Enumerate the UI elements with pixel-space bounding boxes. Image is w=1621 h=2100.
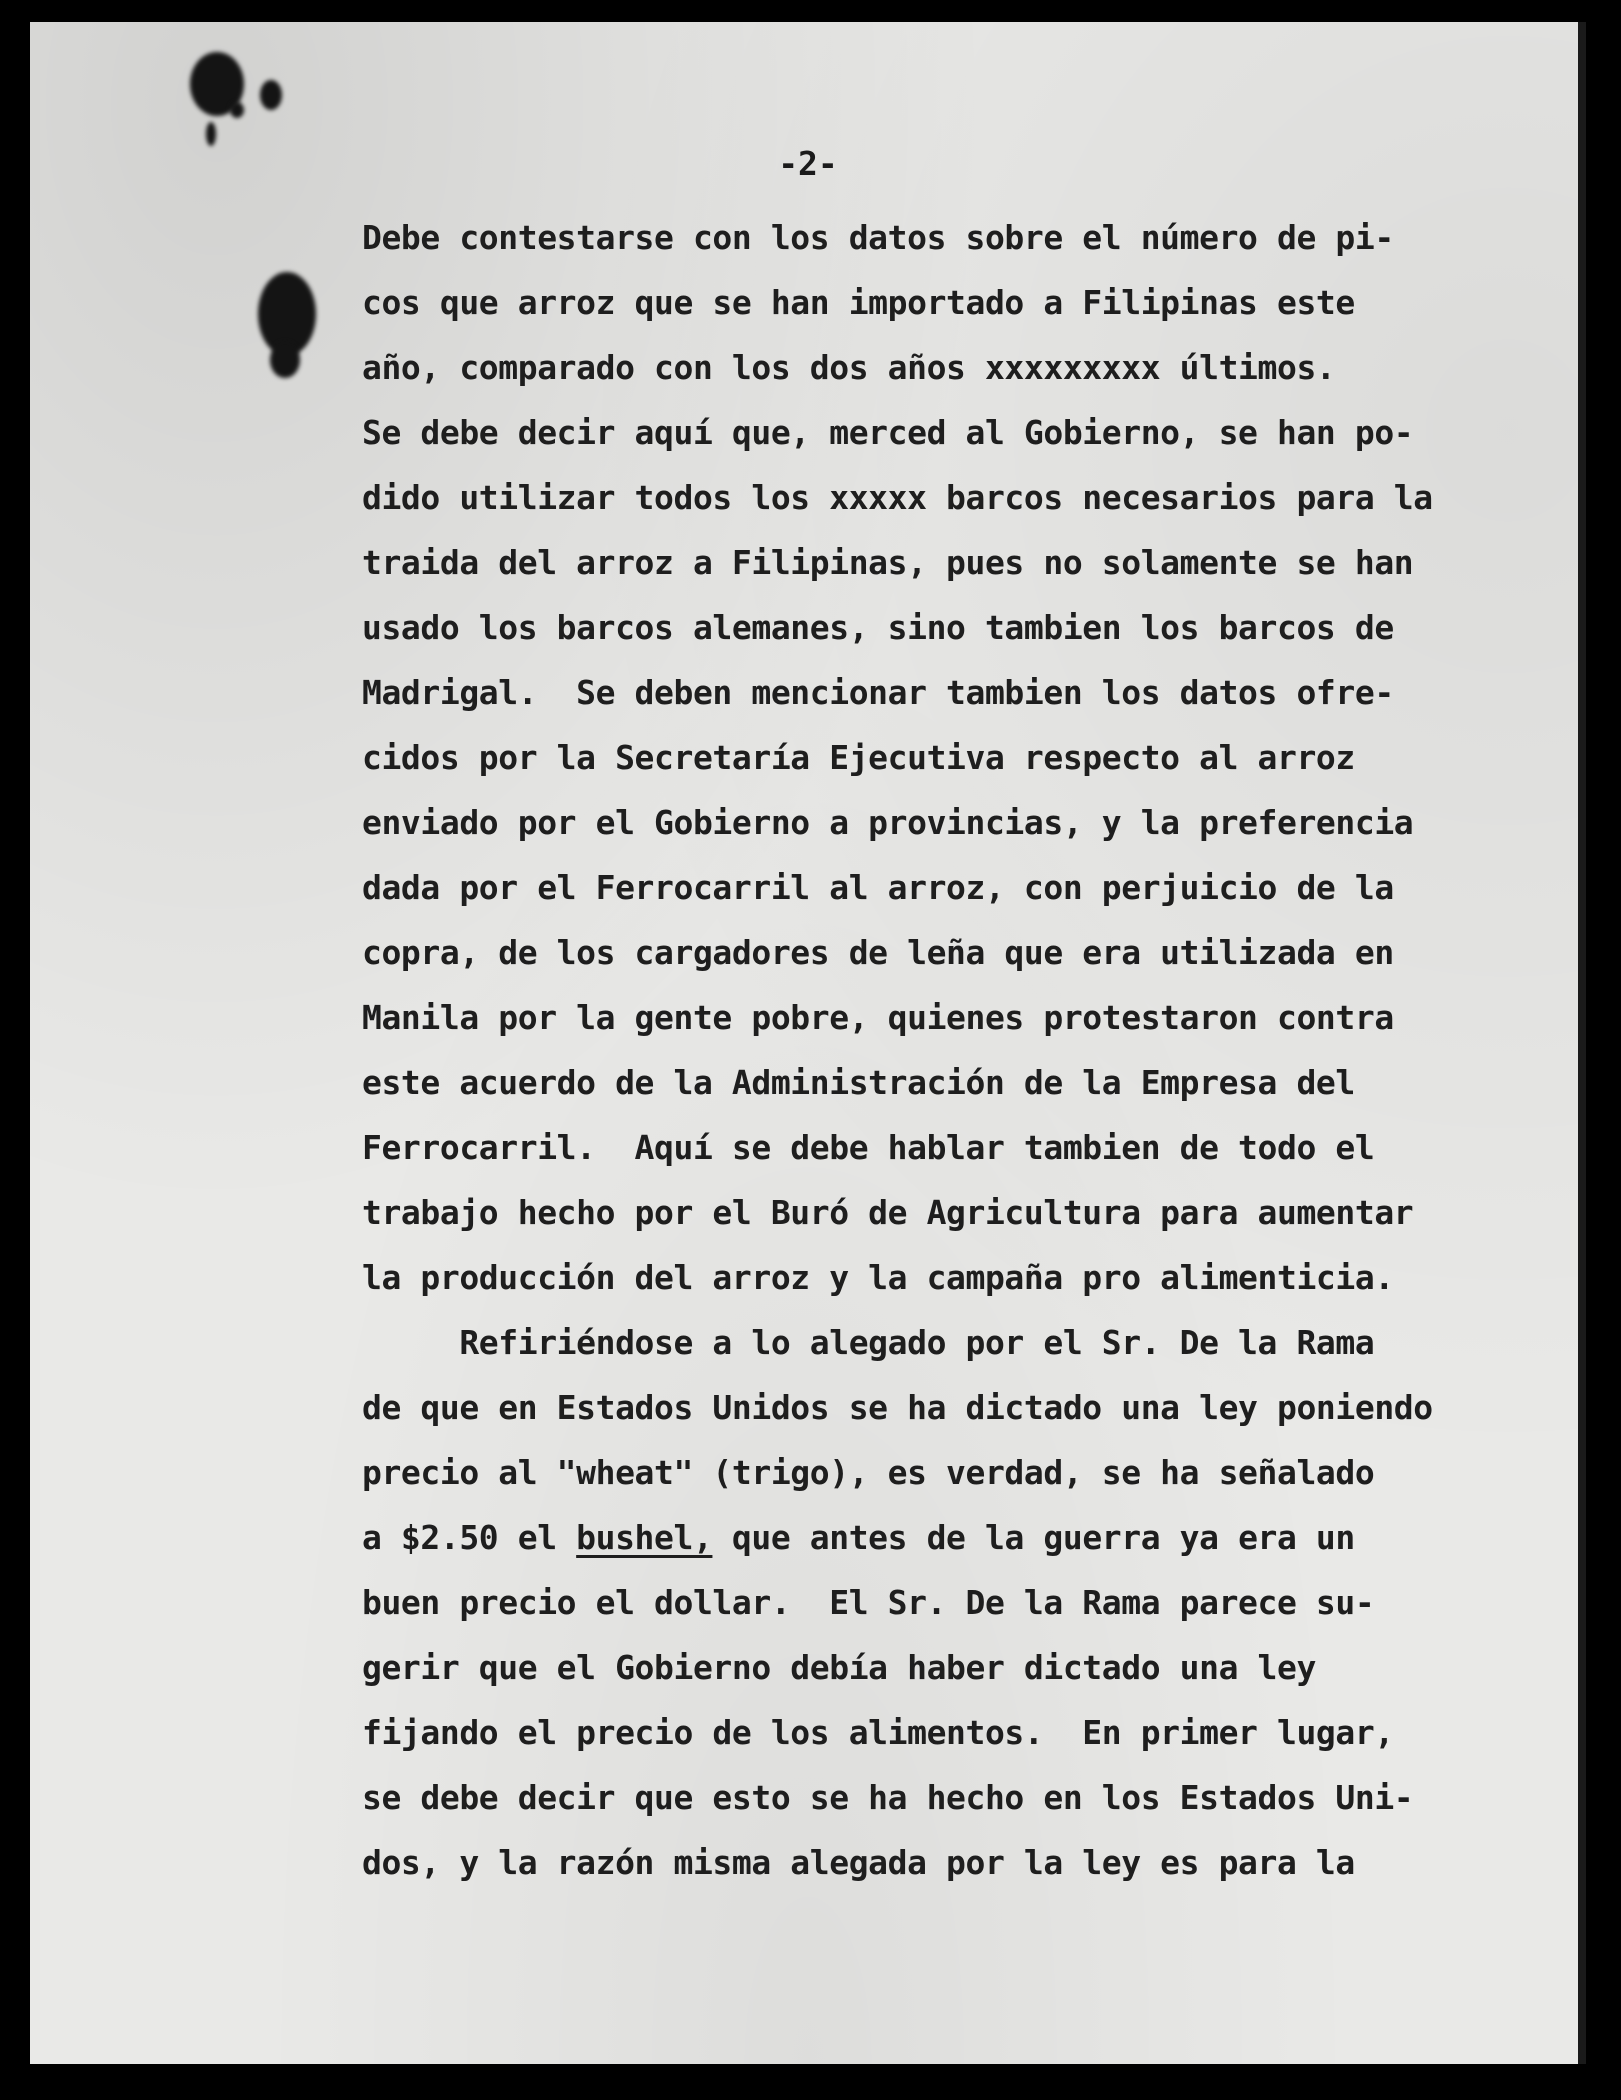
text-line: buen precio el dollar. El Sr. De la Rama parece su-: [362, 1583, 1375, 1622]
text-line: fijando el precio de los alimentos. En primer lugar,: [362, 1713, 1394, 1752]
text-line: cidos por la Secretaría Ejecutiva respecto al arroz: [362, 738, 1355, 777]
text-line: Refiriéndose a lo alegado por el Sr. De la Rama: [362, 1323, 1375, 1362]
text-line: gerir que el Gobierno debía haber dictado una ley: [362, 1648, 1316, 1687]
underlined-word: bushel,: [576, 1518, 713, 1557]
text-line: la producción del arroz y la campaña pro alimenticia.: [362, 1258, 1394, 1297]
text-line: cos que arroz que se han importado a Filipinas este: [362, 283, 1355, 322]
text-line: trabajo hecho por el Buró de Agricultura para aumentar: [362, 1193, 1414, 1232]
text-line: este acuerdo de la Administración de la Empresa del: [362, 1063, 1355, 1102]
text-line: Debe contestarse con los datos sobre el número de pi-: [362, 218, 1394, 257]
text-line: dido utilizar todos los xxxxx barcos necesarios para la: [362, 478, 1433, 517]
page-edge-shadow: [1578, 22, 1586, 2064]
document-page: [30, 22, 1586, 2064]
text-line: dada por el Ferrocarril al arroz, con perjuicio de la: [362, 868, 1394, 907]
ink-stain: [270, 342, 300, 378]
page-number: -2-: [778, 144, 838, 183]
text-line: año, comparado con los dos años xxxxxxxxx últimos.: [362, 348, 1336, 387]
text-segment: que antes de la guerra ya era un: [712, 1518, 1355, 1557]
text-line: de que en Estados Unidos se ha dictado una ley poniendo: [362, 1388, 1433, 1427]
text-line: [362, 1518, 1355, 1558]
text-line: Madrigal. Se deben mencionar tambien los datos ofre-: [362, 673, 1394, 712]
text-line: dos, y la razón misma alegada por la ley es para la: [362, 1843, 1355, 1882]
text-segment: a $2.50 el: [362, 1518, 577, 1557]
ink-stain: [206, 122, 216, 146]
text-line: precio al "wheat" (trigo), es verdad, se ha señalado: [362, 1453, 1375, 1492]
text-line: Manila por la gente pobre, quienes protestaron contra: [362, 998, 1394, 1037]
ink-stain: [230, 102, 244, 118]
text-line: Ferrocarril. Aquí se debe hablar tambien de todo el: [362, 1128, 1375, 1167]
text-line: Se debe decir aquí que, merced al Gobierno, se han po-: [362, 413, 1414, 452]
text-line: usado los barcos alemanes, sino tambien los barcos de: [362, 608, 1394, 647]
text-line: enviado por el Gobierno a provincias, y la preferencia: [362, 803, 1414, 842]
text-line: se debe decir que esto se ha hecho en los Estados Uni-: [362, 1778, 1414, 1817]
text-line: copra, de los cargadores de leña que era utilizada en: [362, 933, 1394, 972]
text-line: traida del arroz a Filipinas, pues no solamente se han: [362, 543, 1414, 582]
ink-stain: [260, 80, 282, 110]
